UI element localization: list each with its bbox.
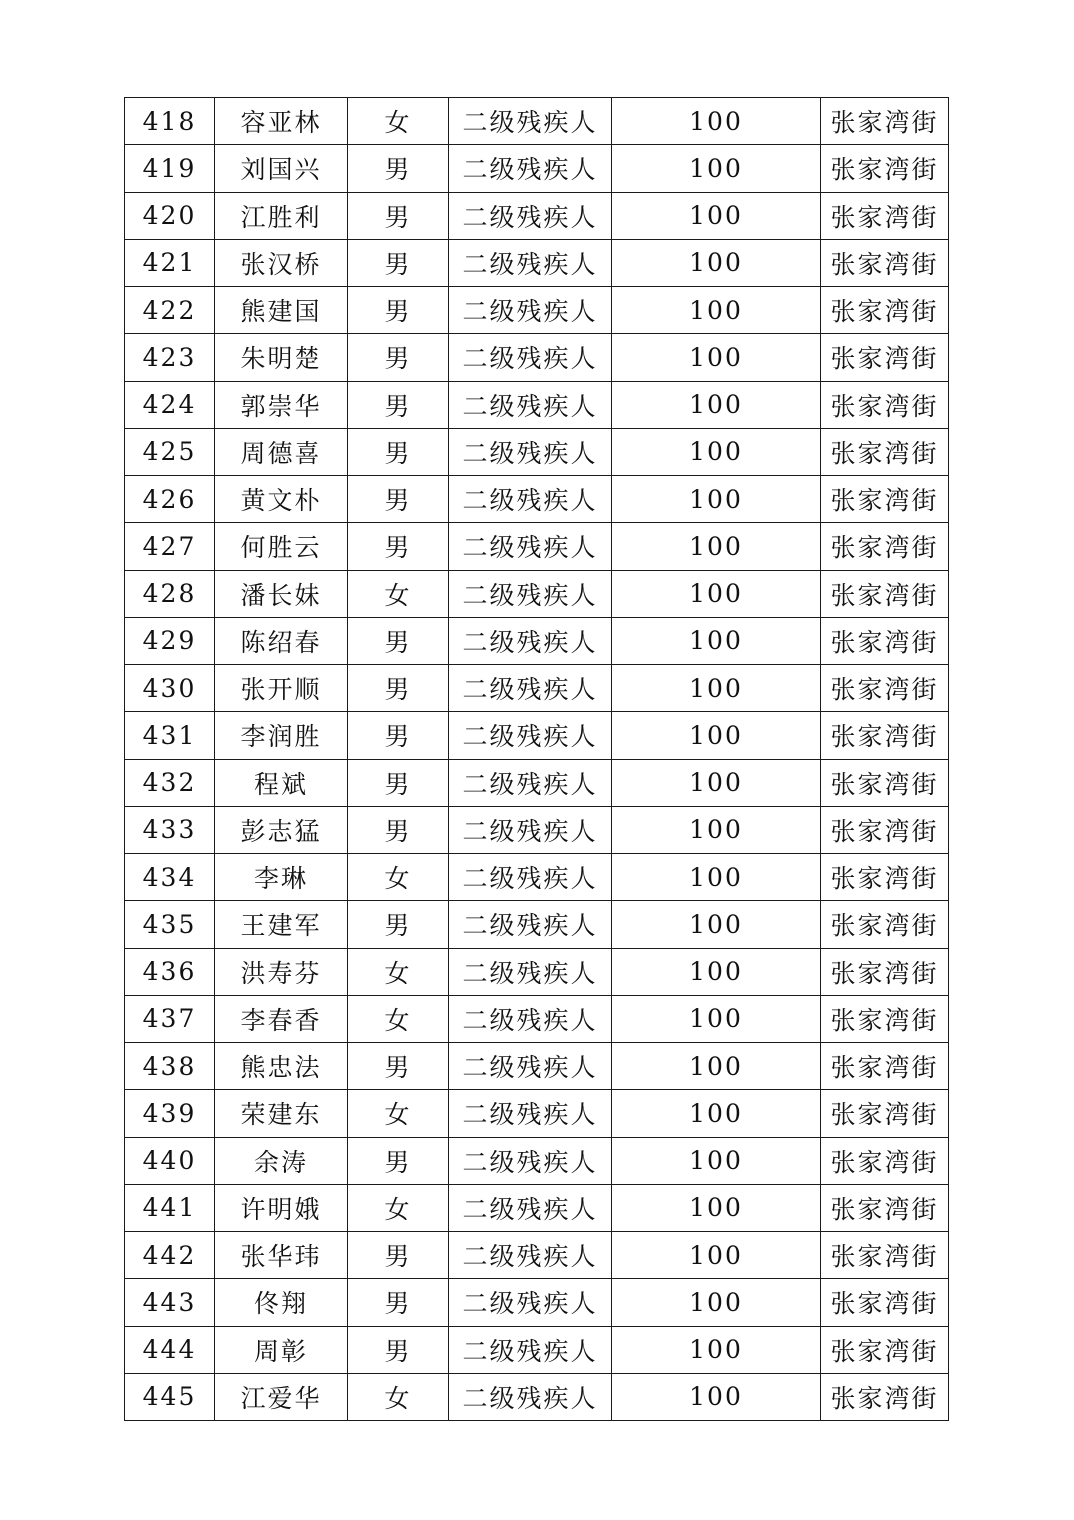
row-number-cell: 439 xyxy=(125,1090,215,1137)
disability-level-cell: 二级残疾人 xyxy=(449,806,612,853)
row-number-cell: 436 xyxy=(125,948,215,995)
gender-cell: 男 xyxy=(348,1279,449,1326)
person-name-cell: 洪寿芬 xyxy=(215,948,348,995)
person-name-cell: 熊忠法 xyxy=(215,1043,348,1090)
disability-level-cell: 二级残疾人 xyxy=(449,145,612,192)
gender-cell: 男 xyxy=(348,806,449,853)
row-number-cell: 424 xyxy=(125,381,215,428)
row-number-cell: 432 xyxy=(125,759,215,806)
person-name-cell: 许明娥 xyxy=(215,1184,348,1231)
gender-cell: 男 xyxy=(348,759,449,806)
gender-cell: 男 xyxy=(348,523,449,570)
street-cell: 张家湾街 xyxy=(821,145,949,192)
row-number-cell: 422 xyxy=(125,287,215,334)
amount-cell: 100 xyxy=(612,523,821,570)
disability-level-cell: 二级残疾人 xyxy=(449,948,612,995)
row-number-cell: 431 xyxy=(125,712,215,759)
table-row xyxy=(125,98,949,145)
table-row xyxy=(125,1232,949,1279)
person-name-cell: 黄文朴 xyxy=(215,476,348,523)
disability-level-cell: 二级残疾人 xyxy=(449,1137,612,1184)
disability-level-cell: 二级残疾人 xyxy=(449,98,612,145)
street-cell: 张家湾街 xyxy=(821,1184,949,1231)
row-number-cell: 438 xyxy=(125,1043,215,1090)
disability-level-cell: 二级残疾人 xyxy=(449,1184,612,1231)
street-cell: 张家湾街 xyxy=(821,1373,949,1420)
street-cell: 张家湾街 xyxy=(821,287,949,334)
person-name-cell: 余涛 xyxy=(215,1137,348,1184)
row-number-cell: 442 xyxy=(125,1232,215,1279)
table-row xyxy=(125,759,949,806)
gender-cell: 女 xyxy=(348,98,449,145)
table-row xyxy=(125,617,949,664)
person-name-cell: 容亚林 xyxy=(215,98,348,145)
amount-cell: 100 xyxy=(612,901,821,948)
row-number-cell: 443 xyxy=(125,1279,215,1326)
table-row xyxy=(125,948,949,995)
gender-cell: 男 xyxy=(348,192,449,239)
row-number-cell: 425 xyxy=(125,428,215,475)
row-number-cell: 421 xyxy=(125,239,215,286)
table-row xyxy=(125,1373,949,1420)
person-name-cell: 李琳 xyxy=(215,854,348,901)
person-name-cell: 荣建东 xyxy=(215,1090,348,1137)
table-row xyxy=(125,570,949,617)
amount-cell: 100 xyxy=(612,1137,821,1184)
street-cell: 张家湾街 xyxy=(821,1232,949,1279)
gender-cell: 男 xyxy=(348,239,449,286)
row-number-cell: 420 xyxy=(125,192,215,239)
disability-level-cell: 二级残疾人 xyxy=(449,570,612,617)
amount-cell: 100 xyxy=(612,665,821,712)
amount-cell: 100 xyxy=(612,381,821,428)
roster-table-body xyxy=(125,98,949,1421)
person-name-cell: 朱明楚 xyxy=(215,334,348,381)
street-cell: 张家湾街 xyxy=(821,476,949,523)
amount-cell: 100 xyxy=(612,1090,821,1137)
table-row xyxy=(125,665,949,712)
disability-level-cell: 二级残疾人 xyxy=(449,854,612,901)
person-name-cell: 陈绍春 xyxy=(215,617,348,664)
disability-level-cell: 二级残疾人 xyxy=(449,381,612,428)
disability-level-cell: 二级残疾人 xyxy=(449,1090,612,1137)
gender-cell: 女 xyxy=(348,1184,449,1231)
gender-cell: 男 xyxy=(348,901,449,948)
amount-cell: 100 xyxy=(612,1232,821,1279)
table-row xyxy=(125,381,949,428)
gender-cell: 男 xyxy=(348,665,449,712)
row-number-cell: 441 xyxy=(125,1184,215,1231)
row-number-cell: 435 xyxy=(125,901,215,948)
row-number-cell: 445 xyxy=(125,1373,215,1420)
table-row xyxy=(125,523,949,570)
table-row xyxy=(125,1184,949,1231)
row-number-cell: 430 xyxy=(125,665,215,712)
amount-cell: 100 xyxy=(612,995,821,1042)
gender-cell: 男 xyxy=(348,145,449,192)
amount-cell: 100 xyxy=(612,617,821,664)
street-cell: 张家湾街 xyxy=(821,617,949,664)
person-name-cell: 李润胜 xyxy=(215,712,348,759)
amount-cell: 100 xyxy=(612,287,821,334)
gender-cell: 女 xyxy=(348,570,449,617)
disability-level-cell: 二级残疾人 xyxy=(449,287,612,334)
table-row xyxy=(125,1326,949,1373)
street-cell: 张家湾街 xyxy=(821,334,949,381)
table-row xyxy=(125,476,949,523)
disability-level-cell: 二级残疾人 xyxy=(449,617,612,664)
amount-cell: 100 xyxy=(612,1279,821,1326)
gender-cell: 男 xyxy=(348,428,449,475)
table-row xyxy=(125,712,949,759)
person-name-cell: 周德喜 xyxy=(215,428,348,475)
person-name-cell: 王建军 xyxy=(215,901,348,948)
street-cell: 张家湾街 xyxy=(821,239,949,286)
person-name-cell: 何胜云 xyxy=(215,523,348,570)
street-cell: 张家湾街 xyxy=(821,995,949,1042)
disability-level-cell: 二级残疾人 xyxy=(449,759,612,806)
amount-cell: 100 xyxy=(612,239,821,286)
street-cell: 张家湾街 xyxy=(821,901,949,948)
disability-level-cell: 二级残疾人 xyxy=(449,476,612,523)
gender-cell: 男 xyxy=(348,1232,449,1279)
gender-cell: 女 xyxy=(348,995,449,1042)
table-row xyxy=(125,145,949,192)
disability-level-cell: 二级残疾人 xyxy=(449,1326,612,1373)
table-row xyxy=(125,239,949,286)
street-cell: 张家湾街 xyxy=(821,712,949,759)
gender-cell: 男 xyxy=(348,1326,449,1373)
disability-level-cell: 二级残疾人 xyxy=(449,901,612,948)
table-row xyxy=(125,995,949,1042)
person-name-cell: 彭志猛 xyxy=(215,806,348,853)
gender-cell: 男 xyxy=(348,1043,449,1090)
amount-cell: 100 xyxy=(612,98,821,145)
disability-level-cell: 二级残疾人 xyxy=(449,334,612,381)
disability-level-cell: 二级残疾人 xyxy=(449,995,612,1042)
table-row xyxy=(125,192,949,239)
person-name-cell: 潘长妹 xyxy=(215,570,348,617)
person-name-cell: 刘国兴 xyxy=(215,145,348,192)
amount-cell: 100 xyxy=(612,854,821,901)
street-cell: 张家湾街 xyxy=(821,1326,949,1373)
table-row xyxy=(125,806,949,853)
person-name-cell: 张华玮 xyxy=(215,1232,348,1279)
gender-cell: 男 xyxy=(348,476,449,523)
street-cell: 张家湾街 xyxy=(821,806,949,853)
amount-cell: 100 xyxy=(612,192,821,239)
row-number-cell: 437 xyxy=(125,995,215,1042)
street-cell: 张家湾街 xyxy=(821,1043,949,1090)
amount-cell: 100 xyxy=(612,1184,821,1231)
table-row xyxy=(125,1090,949,1137)
roster-table xyxy=(124,97,949,1421)
amount-cell: 100 xyxy=(612,570,821,617)
disability-level-cell: 二级残疾人 xyxy=(449,1279,612,1326)
table-row xyxy=(125,854,949,901)
amount-cell: 100 xyxy=(612,1373,821,1420)
table-row xyxy=(125,1137,949,1184)
amount-cell: 100 xyxy=(612,334,821,381)
street-cell: 张家湾街 xyxy=(821,665,949,712)
gender-cell: 男 xyxy=(348,381,449,428)
row-number-cell: 433 xyxy=(125,806,215,853)
gender-cell: 男 xyxy=(348,712,449,759)
amount-cell: 100 xyxy=(612,145,821,192)
disability-level-cell: 二级残疾人 xyxy=(449,665,612,712)
row-number-cell: 434 xyxy=(125,854,215,901)
row-number-cell: 444 xyxy=(125,1326,215,1373)
gender-cell: 男 xyxy=(348,287,449,334)
table-row xyxy=(125,428,949,475)
person-name-cell: 佟翔 xyxy=(215,1279,348,1326)
disability-level-cell: 二级残疾人 xyxy=(449,523,612,570)
street-cell: 张家湾街 xyxy=(821,948,949,995)
gender-cell: 女 xyxy=(348,948,449,995)
table-row xyxy=(125,1043,949,1090)
person-name-cell: 江爱华 xyxy=(215,1373,348,1420)
amount-cell: 100 xyxy=(612,948,821,995)
street-cell: 张家湾街 xyxy=(821,523,949,570)
disability-level-cell: 二级残疾人 xyxy=(449,239,612,286)
row-number-cell: 440 xyxy=(125,1137,215,1184)
disability-level-cell: 二级残疾人 xyxy=(449,192,612,239)
street-cell: 张家湾街 xyxy=(821,854,949,901)
street-cell: 张家湾街 xyxy=(821,570,949,617)
person-name-cell: 江胜利 xyxy=(215,192,348,239)
gender-cell: 男 xyxy=(348,1137,449,1184)
street-cell: 张家湾街 xyxy=(821,98,949,145)
amount-cell: 100 xyxy=(612,428,821,475)
person-name-cell: 郭崇华 xyxy=(215,381,348,428)
person-name-cell: 李春香 xyxy=(215,995,348,1042)
row-number-cell: 426 xyxy=(125,476,215,523)
amount-cell: 100 xyxy=(612,712,821,759)
row-number-cell: 428 xyxy=(125,570,215,617)
row-number-cell: 427 xyxy=(125,523,215,570)
street-cell: 张家湾街 xyxy=(821,1090,949,1137)
disability-level-cell: 二级残疾人 xyxy=(449,712,612,759)
disability-level-cell: 二级残疾人 xyxy=(449,428,612,475)
table-row xyxy=(125,901,949,948)
street-cell: 张家湾街 xyxy=(821,428,949,475)
table-row xyxy=(125,287,949,334)
row-number-cell: 423 xyxy=(125,334,215,381)
amount-cell: 100 xyxy=(612,759,821,806)
amount-cell: 100 xyxy=(612,1326,821,1373)
amount-cell: 100 xyxy=(612,476,821,523)
disability-level-cell: 二级残疾人 xyxy=(449,1373,612,1420)
table-row xyxy=(125,1279,949,1326)
row-number-cell: 418 xyxy=(125,98,215,145)
street-cell: 张家湾街 xyxy=(821,381,949,428)
gender-cell: 男 xyxy=(348,617,449,664)
disability-level-cell: 二级残疾人 xyxy=(449,1043,612,1090)
gender-cell: 女 xyxy=(348,854,449,901)
amount-cell: 100 xyxy=(612,1043,821,1090)
person-name-cell: 程斌 xyxy=(215,759,348,806)
person-name-cell: 张汉桥 xyxy=(215,239,348,286)
gender-cell: 男 xyxy=(348,334,449,381)
amount-cell: 100 xyxy=(612,806,821,853)
gender-cell: 女 xyxy=(348,1373,449,1420)
street-cell: 张家湾街 xyxy=(821,1137,949,1184)
gender-cell: 女 xyxy=(348,1090,449,1137)
row-number-cell: 419 xyxy=(125,145,215,192)
street-cell: 张家湾街 xyxy=(821,1279,949,1326)
person-name-cell: 熊建国 xyxy=(215,287,348,334)
disability-level-cell: 二级残疾人 xyxy=(449,1232,612,1279)
row-number-cell: 429 xyxy=(125,617,215,664)
person-name-cell: 周彰 xyxy=(215,1326,348,1373)
street-cell: 张家湾街 xyxy=(821,192,949,239)
street-cell: 张家湾街 xyxy=(821,759,949,806)
person-name-cell: 张开顺 xyxy=(215,665,348,712)
table-row xyxy=(125,334,949,381)
